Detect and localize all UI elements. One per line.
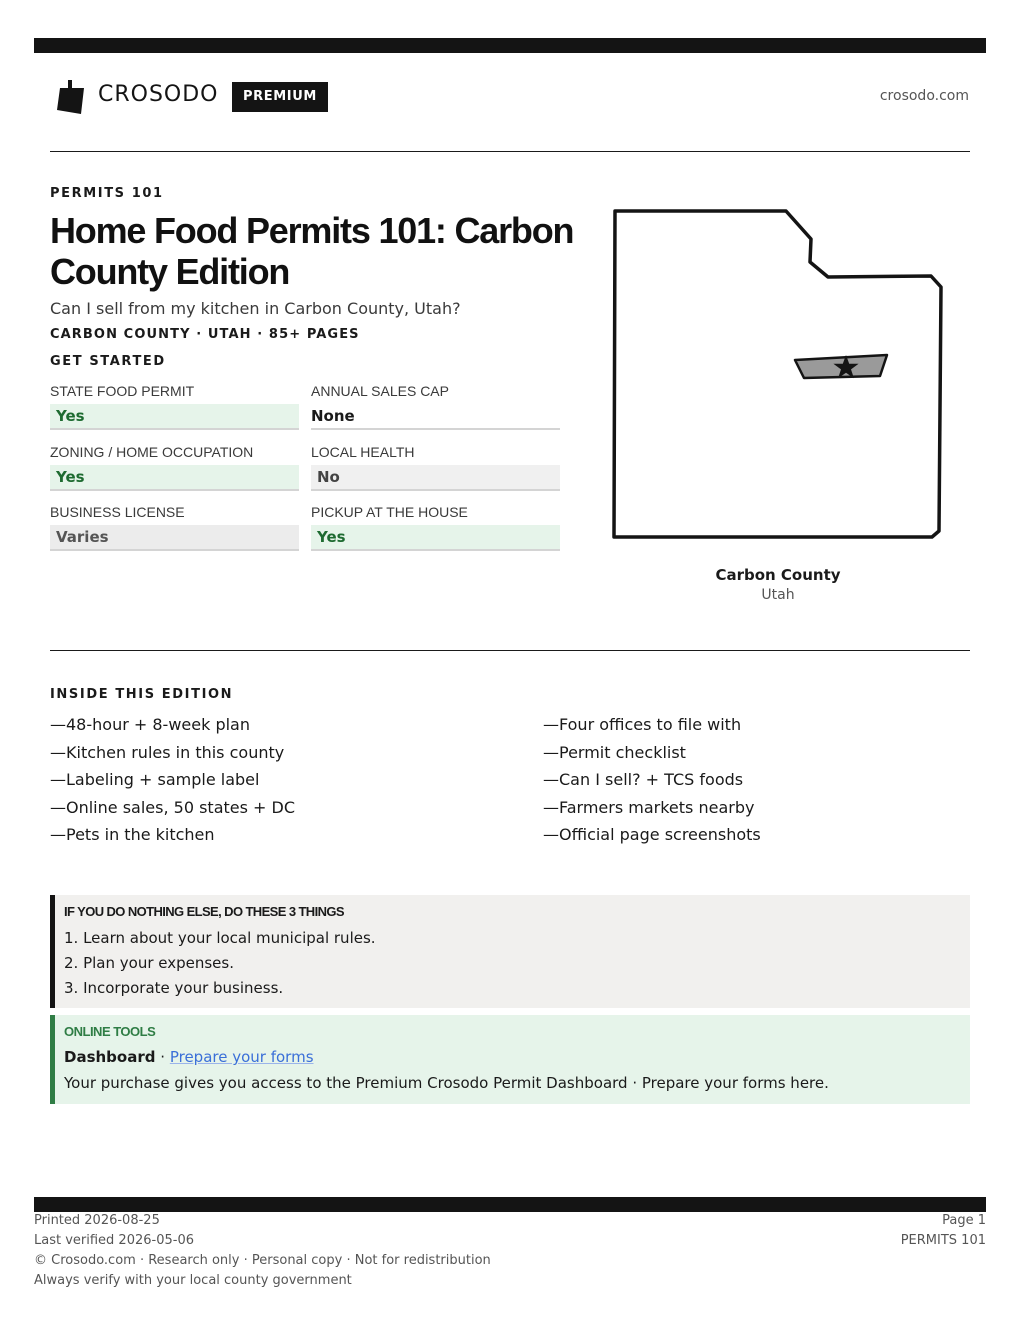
premium-badge: PREMIUM [232,82,328,112]
online-tools-title: ONLINE TOOLS [64,1024,156,1039]
link-separator: · [160,1048,166,1066]
contents-list-right [543,711,983,849]
printed-date: Printed 2026-08-25 [34,1213,160,1228]
map-state-name: Utah [761,587,795,603]
list-item: —Kitchen rules in this county [50,742,285,762]
get-started-label: GET STARTED [50,354,166,369]
list-item: —Farmers markets nearby [543,797,755,817]
three-things-callout [50,895,970,1008]
status-label: ANNUAL SALES CAP [311,383,449,399]
disclaimer-note: Always verify with your local county government [34,1273,352,1288]
edition-meta: CARBON COUNTY · UTAH · 85+ PAGES [50,327,360,342]
list-item: —Pets in the kitchen [50,825,215,844]
status-local-health [311,443,560,491]
page-title: Home Food Permits 101: Carbon County Edition [50,210,574,292]
copyright-note: © Crosodo.com · Research only · Personal copy · Not for redistribution [34,1253,491,1268]
status-value: Yes [50,465,299,491]
top-bar [34,38,986,53]
section-divider [50,650,970,651]
status-value: Varies [50,525,299,551]
list-item: —48-hour + 8-week plan [50,715,250,734]
status-label: LOCAL HEALTH [311,444,415,460]
dashboard-label: Dashboard [64,1048,156,1066]
inside-edition-label: INSIDE THIS EDITION [50,687,234,702]
footer-section: PERMITS 101 [900,1233,986,1248]
status-label: ZONING / HOME OCCUPATION [50,444,254,460]
list-item: —Can I sell? + TCS foods [543,770,744,789]
step-item: 1. Learn about your local municipal rules. [64,929,376,947]
eyebrow-label: PERMITS 101 [50,186,164,201]
header-divider [50,151,970,152]
status-value: None [311,404,560,430]
status-value: Yes [311,525,560,551]
online-tools-callout [50,1015,970,1104]
list-item: —Labeling + sample label [50,770,260,789]
step-item: 2. Plan your expenses. [64,954,234,972]
status-value: No [311,465,560,491]
map-county-name: Carbon County [715,566,841,584]
bottom-bar [34,1197,986,1212]
footer-left [34,1211,491,1291]
footer-right [901,1211,986,1251]
list-item: —Permit checklist [543,742,686,762]
site-url[interactable]: crosodo.com [879,88,969,104]
verified-date: Last verified 2026-05-06 [34,1233,194,1248]
status-label: PICKUP AT THE HOUSE [311,504,468,520]
step-item: 3. Incorporate your business. [64,979,284,997]
brand-name: CROSODO [98,82,219,107]
status-label: STATE FOOD PERMIT [50,383,195,399]
prepare-forms-link[interactable]: Prepare your forms [169,1048,314,1066]
county-map [608,205,948,545]
page-number: Page 1 [942,1213,986,1228]
status-pickup-at-house [311,503,560,551]
list-item: —Online sales, 50 states + DC [50,797,296,817]
list-item: —Official page screenshots [543,825,761,844]
status-business-license [50,503,299,551]
status-value: Yes [50,404,299,430]
contents-list-left [50,711,490,849]
online-tools-links [64,1048,314,1066]
online-tools-description: Your purchase gives you access to the Premium Crosodo Permit Dashboard · Prepare your forms here. [64,1074,829,1092]
callout-title: IF YOU DO NOTHING ELSE, DO THESE 3 THINGS [64,904,344,919]
status-label: BUSINESS LICENSE [50,504,185,520]
status-state-food-permit [50,382,299,430]
status-zoning-home-occupation [50,443,299,491]
list-item: —Four offices to file with [543,715,742,734]
utah-state-icon [57,80,85,114]
callout-steps [64,926,376,1001]
status-annual-sales-cap [311,382,560,430]
page-subtitle: Can I sell from my kitchen in Carbon County, Utah? [50,299,461,318]
